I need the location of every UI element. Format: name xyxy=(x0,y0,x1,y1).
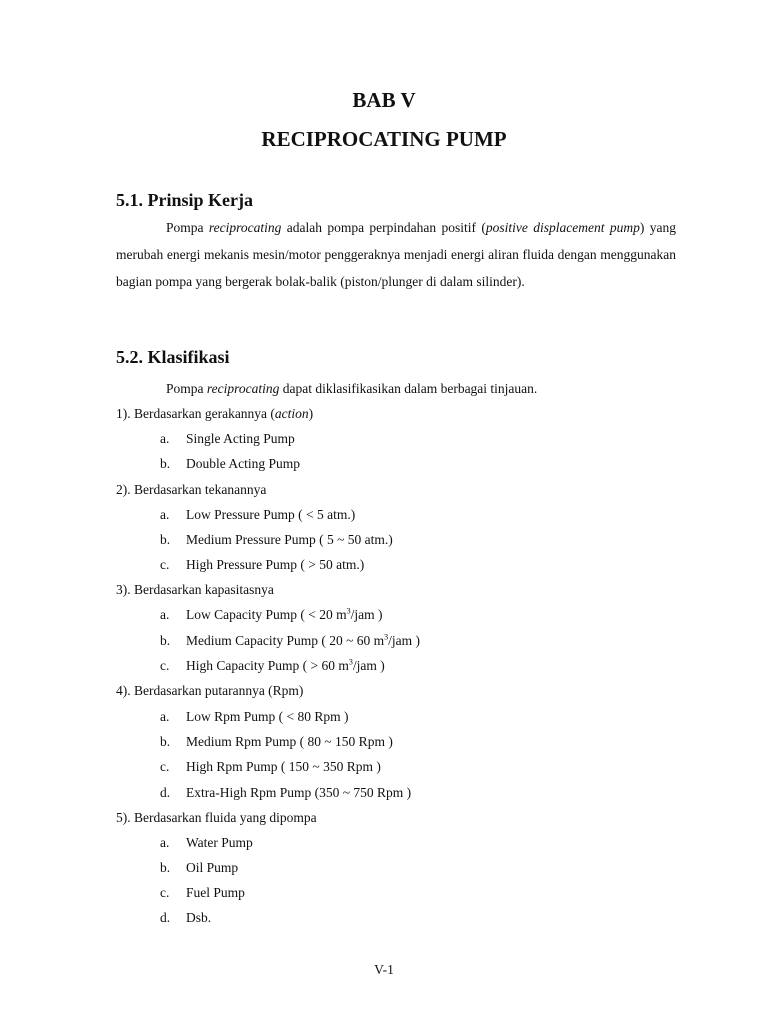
list-item xyxy=(160,759,381,775)
list-item-text: Low Rpm Pump ( < 80 Rpm ) xyxy=(186,709,349,724)
superscript: 3 xyxy=(346,606,351,616)
list-item xyxy=(160,557,364,573)
group-title: 4). Berdasarkan putarannya (Rpm) xyxy=(116,683,304,698)
list-marker: a. xyxy=(160,431,170,446)
list-item xyxy=(160,633,420,649)
group-title xyxy=(116,406,313,422)
list-item xyxy=(160,507,355,523)
list-item xyxy=(160,910,211,926)
list-marker: b. xyxy=(160,734,171,749)
intro-italic-term: reciprocating xyxy=(206,381,280,396)
list-item-text: High Capacity Pump ( > 60 m xyxy=(186,658,349,673)
list-marker: b. xyxy=(160,532,171,547)
list-item xyxy=(160,658,385,674)
list-item xyxy=(160,860,238,876)
section-paragraph-prinsip-kerja xyxy=(116,214,676,295)
para-text: Pompa xyxy=(166,220,209,235)
list-item-text: Double Acting Pump xyxy=(186,456,300,471)
list-item-text: Low Capacity Pump ( < 20 m xyxy=(186,607,347,622)
list-item xyxy=(160,785,411,801)
list-item xyxy=(160,885,245,901)
para-text: adalah pompa perpindahan positif ( xyxy=(281,220,486,235)
group-title: 2). Berdasarkan tekanannya xyxy=(116,482,267,497)
list-marker: c. xyxy=(160,759,170,774)
list-item-text: High Rpm Pump ( 150 ~ 350 Rpm ) xyxy=(186,759,381,774)
group-title-italic: action xyxy=(274,406,309,421)
list-marker: a. xyxy=(160,607,170,622)
list-marker: b. xyxy=(160,633,171,648)
chapter-label: BAB V xyxy=(352,88,416,112)
list-item-text: Extra-High Rpm Pump (350 ~ 750 Rpm ) xyxy=(186,785,412,800)
klasifikasi-intro xyxy=(166,381,537,397)
list-item-text: Fuel Pump xyxy=(186,885,245,900)
list-item-text: Water Pump xyxy=(186,835,253,850)
list-item-text: Medium Pressure Pump ( 5 ~ 50 atm.) xyxy=(186,532,393,547)
list-marker: a. xyxy=(160,507,170,522)
list-item-text: Single Acting Pump xyxy=(186,431,295,446)
list-marker: a. xyxy=(160,709,170,724)
list-marker: a. xyxy=(160,835,170,850)
list-marker: b. xyxy=(160,456,171,471)
list-item xyxy=(160,456,300,472)
list-item-text: /jam ) xyxy=(388,633,421,648)
list-item-text: Low Pressure Pump ( < 5 atm.) xyxy=(186,507,356,522)
list-marker: c. xyxy=(160,557,170,572)
chapter-title: RECIPROCATING PUMP xyxy=(261,127,507,151)
section-heading-prinsip-kerja: 5.1. Prinsip Kerja xyxy=(116,190,253,210)
list-item-text: Medium Rpm Pump ( 80 ~ 150 Rpm ) xyxy=(186,734,393,749)
list-item xyxy=(160,835,253,851)
page-number: V-1 xyxy=(374,962,394,977)
para-italic-term: reciprocating xyxy=(208,220,282,235)
group-title: 3). Berdasarkan kapasitasnya xyxy=(116,582,274,597)
list-marker: c. xyxy=(160,658,170,673)
section-heading-klasifikasi: 5.2. Klasifikasi xyxy=(116,347,230,367)
superscript: 3 xyxy=(348,657,353,667)
list-item xyxy=(160,431,295,447)
superscript: 3 xyxy=(384,632,389,642)
list-marker: c. xyxy=(160,885,170,900)
para-text: ) yang merubah energi mekanis mesin/motor penggeraknya menjadi energi aliran fluida dengan menggunakan bagian pompa yang bergerak bolak-balik (piston/plunger di dalam silinder). xyxy=(116,220,676,289)
group-title-text: ) xyxy=(308,406,314,421)
list-item-text: High Pressure Pump ( > 50 atm.) xyxy=(186,557,365,572)
list-item xyxy=(160,607,382,623)
list-marker: d. xyxy=(160,785,171,800)
list-item xyxy=(160,709,349,725)
group-title-text: 1). Berdasarkan gerakannya ( xyxy=(116,406,275,421)
list-item-text: /jam ) xyxy=(350,607,383,622)
list-item-text: /jam ) xyxy=(352,658,385,673)
list-marker: d. xyxy=(160,910,171,925)
list-item-text: Medium Capacity Pump ( 20 ~ 60 m xyxy=(186,633,385,648)
list-item-text: Oil Pump xyxy=(186,860,239,875)
list-marker: b. xyxy=(160,860,171,875)
list-item xyxy=(160,532,393,548)
group-title: 5). Berdasarkan fluida yang dipompa xyxy=(116,810,317,825)
list-item-text: Dsb. xyxy=(186,910,212,925)
intro-text: dapat diklasifikasikan dalam berbagai tinjauan. xyxy=(279,381,538,396)
intro-text: Pompa xyxy=(166,381,207,396)
list-item xyxy=(160,734,393,750)
para-italic-term: positive displacement pump xyxy=(485,220,640,235)
